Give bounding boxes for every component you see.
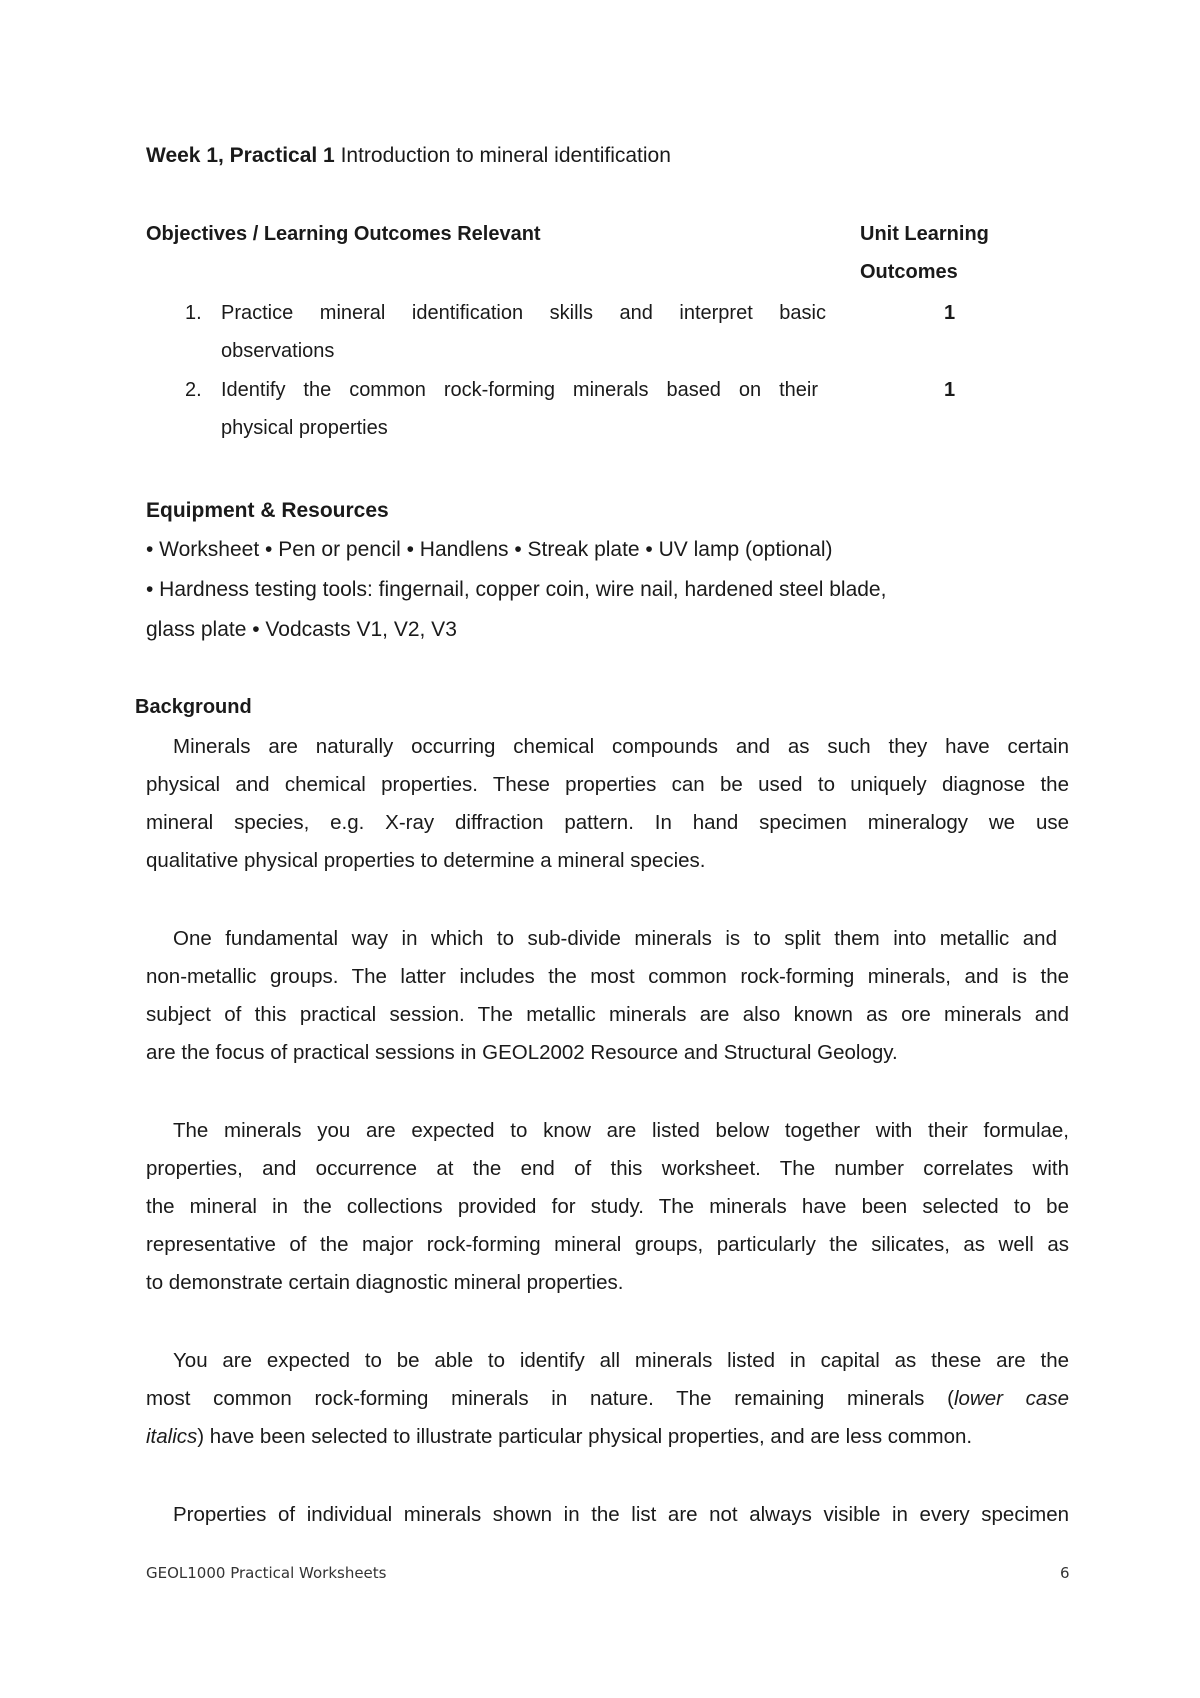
background-p1-line4: qualitative physical properties to determine a mineral species.: [146, 849, 706, 872]
background-p3-line1: The minerals you are expected to know are listed below together with their formulae,: [173, 1119, 1069, 1142]
objective-2-number: 2.: [185, 379, 202, 401]
equipment-line-1: • Worksheet • Pen or pencil • Handlens • Streak plate • UV lamp (optional): [146, 538, 833, 561]
equipment-line-3: glass plate • Vodcasts V1, V2, V3: [146, 618, 457, 641]
background-p3-line3: the mineral in the collections provided for study. The minerals have been selected to be: [146, 1195, 1069, 1218]
equipment-line-2: • Hardness testing tools: fingernail, copper coin, wire nail, hardened steel blade,: [146, 578, 887, 601]
page-number: 6: [1060, 1564, 1070, 1582]
background-p5-line1: Properties of individual minerals shown in the list are not always visible in every specimen: [173, 1503, 1069, 1526]
background-p1-line3: mineral species, e.g. X-ray diffraction pattern. In hand specimen mineralogy we use: [146, 811, 1069, 834]
ulo-heading-line1: Unit Learning: [860, 223, 989, 245]
objective-1-line1: Practice mineral identification skills and interpret basic: [221, 302, 826, 324]
objective-2-ulo: 1: [944, 379, 956, 401]
objective-1-line2: observations: [221, 340, 335, 362]
background-p3-line5: to demonstrate certain diagnostic mineral properties.: [146, 1271, 624, 1294]
p4-line2-italic: lower case: [953, 1387, 1069, 1410]
page-title: [146, 144, 671, 168]
objective-2-line1: Identify the common rock-forming minerals based on their: [221, 379, 818, 401]
ulo-heading-line2: Outcomes: [860, 261, 958, 283]
p4-line3-italic: italics: [146, 1425, 198, 1448]
background-p1-line2: physical and chemical properties. These properties can be used to uniquely diagnose the: [146, 773, 1069, 796]
title-bold: Week 1, Practical 1: [146, 144, 335, 167]
p4-line3-text: ) have been selected to illustrate particular physical properties, and are less common.: [197, 1425, 973, 1448]
background-p2-line2: non-metallic groups. The latter includes the most common rock-forming minerals, and is the: [146, 965, 1069, 988]
equipment-heading: Equipment & Resources: [146, 499, 389, 522]
objective-2-line2: physical properties: [221, 417, 388, 439]
background-p3-line4: representative of the major rock-forming mineral groups, particularly the silicates, as well as: [146, 1233, 1069, 1256]
p4-line2-text: most common rock-forming minerals in nature. The remaining minerals (: [146, 1387, 954, 1410]
background-p4-line2: [146, 1387, 1069, 1411]
objective-1-number: 1.: [185, 302, 202, 324]
background-p4-line3: [146, 1425, 972, 1449]
background-p4-line1: You are expected to be able to identify all minerals listed in capital as these are the: [173, 1349, 1069, 1372]
objectives-heading: Objectives / Learning Outcomes Relevant: [146, 223, 541, 245]
background-p1-line1: Minerals are naturally occurring chemical compounds and as such they have certain: [173, 735, 1069, 758]
background-p3-line2: properties, and occurrence at the end of this worksheet. The number correlates with: [146, 1157, 1069, 1180]
objective-1-ulo: 1: [944, 302, 956, 324]
footer-title: GEOL1000 Practical Worksheets: [146, 1564, 387, 1582]
background-p2-line4: are the focus of practical sessions in GEOL2002 Resource and Structural Geology.: [146, 1041, 898, 1064]
background-heading: Background: [135, 696, 252, 718]
background-p2-line3: subject of this practical session. The metallic minerals are also known as ore minerals and: [146, 1003, 1069, 1026]
title-rest: Introduction to mineral identification: [334, 144, 671, 167]
background-p2-line1: One fundamental way in which to sub-divide minerals is to split them into metallic and: [173, 927, 1057, 950]
